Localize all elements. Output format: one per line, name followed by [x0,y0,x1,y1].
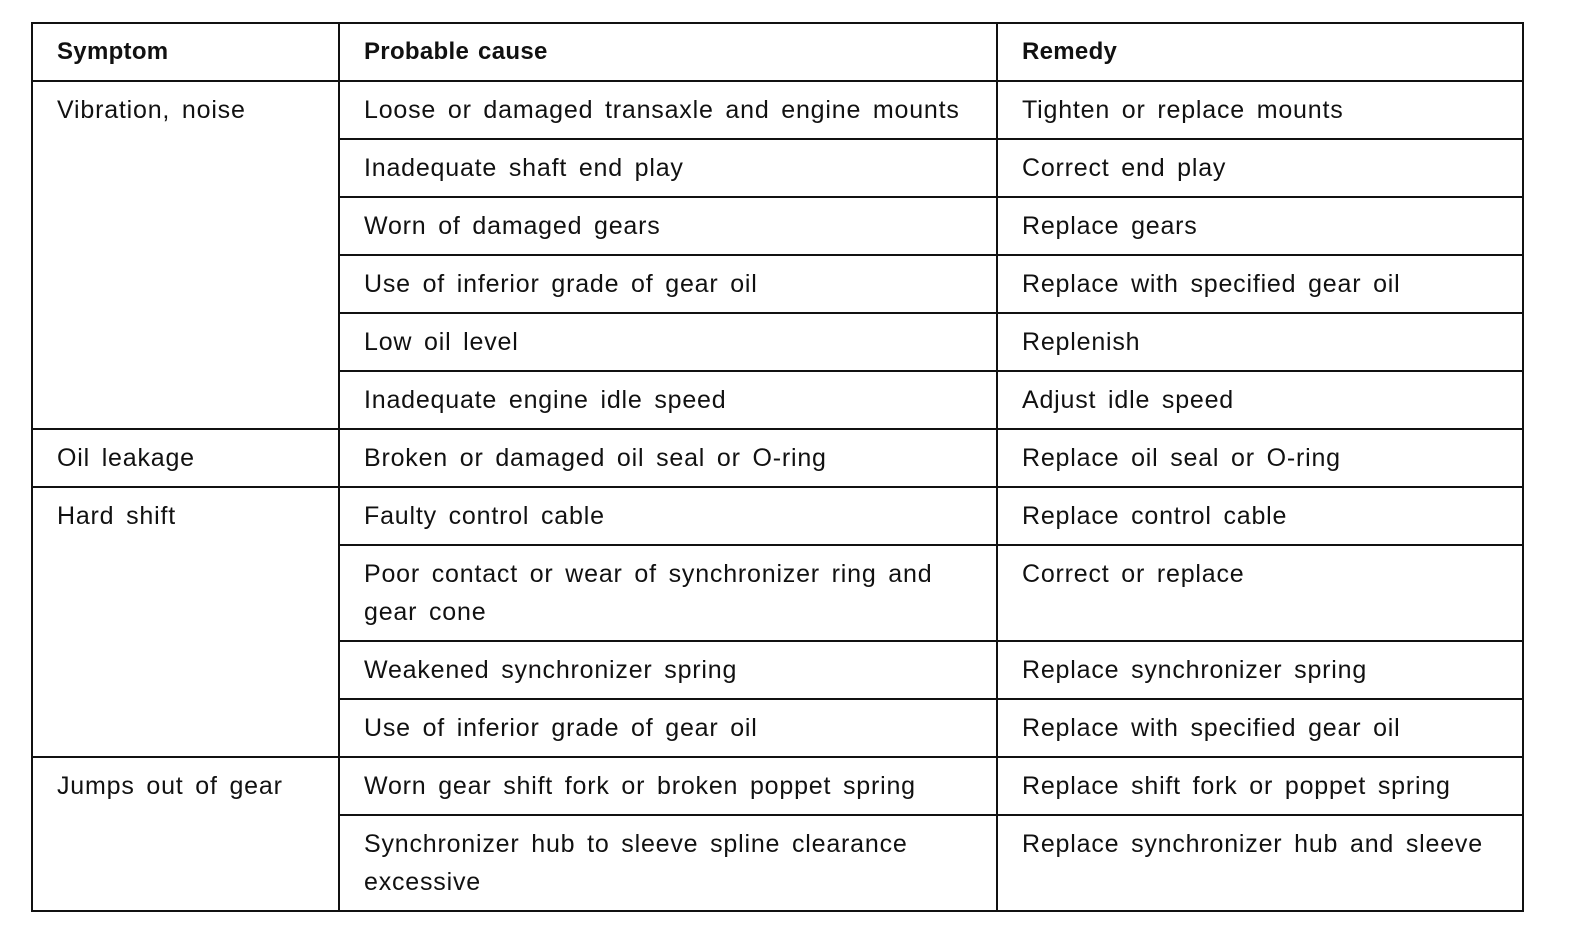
remedy-cell: Replace with specified gear oil [997,699,1523,757]
table-row [32,429,1523,487]
cause-cell: Broken or damaged oil seal or O-ring [339,429,997,487]
cause-cell: Inadequate engine idle speed [339,371,997,429]
remedy-cell: Replace shift fork or poppet spring [997,757,1523,815]
header-symptom: Symptom [32,23,339,81]
cause-cell: Loose or damaged transaxle and engine mounts [339,81,997,139]
cause-cell: Poor contact or wear of synchronizer ring and gear cone [339,545,997,641]
remedy-cell: Correct end play [997,139,1523,197]
cause-cell: Synchronizer hub to sleeve spline clearance excessive [339,815,997,911]
symptom-cell: Oil leakage [32,429,339,487]
remedy-cell: Tighten or replace mounts [997,81,1523,139]
cause-cell: Faulty control cable [339,487,997,545]
cause-cell: Inadequate shaft end play [339,139,997,197]
remedy-cell: Replace synchronizer spring [997,641,1523,699]
remedy-cell: Replace gears [997,197,1523,255]
cause-cell: Weakened synchronizer spring [339,641,997,699]
symptom-cell: Jumps out of gear [32,757,339,911]
troubleshooting-table [31,22,1524,912]
cause-cell: Low oil level [339,313,997,371]
symptom-cell: Hard shift [32,487,339,757]
table-row [32,757,1523,815]
header-probable-cause: Probable cause [339,23,997,81]
cause-cell: Worn of damaged gears [339,197,997,255]
table-row [32,81,1523,139]
header-remedy: Remedy [997,23,1523,81]
cause-cell: Use of inferior grade of gear oil [339,699,997,757]
remedy-cell: Replenish [997,313,1523,371]
cause-cell: Use of inferior grade of gear oil [339,255,997,313]
cause-cell: Worn gear shift fork or broken poppet spring [339,757,997,815]
remedy-cell: Replace synchronizer hub and sleeve [997,815,1523,911]
remedy-cell: Replace control cable [997,487,1523,545]
remedy-cell: Replace oil seal or O-ring [997,429,1523,487]
remedy-cell: Adjust idle speed [997,371,1523,429]
remedy-cell: Correct or replace [997,545,1523,641]
header-row [32,23,1523,81]
table-row [32,487,1523,545]
remedy-cell: Replace with specified gear oil [997,255,1523,313]
symptom-cell: Vibration, noise [32,81,339,429]
